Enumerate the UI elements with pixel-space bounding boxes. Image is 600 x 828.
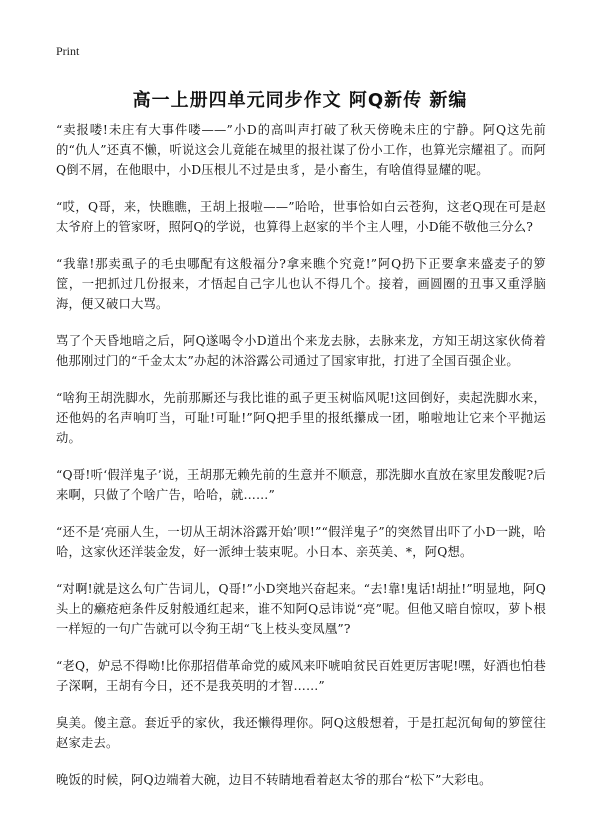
paragraph: 骂了个天昏地暗之后，阿Q遂喝令小D道出个来龙去脉，去脉来龙，方知王胡这家伙倚着他那刚过门的“千金太太”办起的沐浴露公司通过了国家审批，打进了全国百强企业。: [56, 334, 546, 368]
paragraph: “对啊!就是这么句广告词儿，Q哥!”小D突地兴奋起来。“去!靠!鬼话!胡扯!”明显地，阿Q头上的癞疮疤条件反射般通红起来，谁不知阿Q忌讳说“亮”呢。但他又暗自惊叹，萝卜根一样短的一句广告就可以令狗王胡“飞上枝头变凤凰”?: [56, 582, 546, 636]
paragraph: “卖报喽!未庄有大事件喽——”小D的高叫声打破了秋天傍晚未庄的宁静。阿Q这先前的“仇人”还真不懒，听说这会儿竟能在城里的报社谋了份小工作，也算光宗耀祖了。而阿Q倒不屑，在他眼中，小D压根儿不过是虫豸，是小畜生，有啥值得显耀的呢。: [56, 123, 546, 177]
page-title: 高一上册四单元同步作文 阿Q新传 新编: [132, 90, 468, 111]
paragraph: “我靠!那卖虱子的毛虫哪配有这般福分?拿来瞧个究竟!”阿Q扔下正要拿来盛麦子的箩筐，一把抓过几份报来，才悟起自己字儿也认不得几个。接着，画圆圈的丑事又重浮脑海，便又破口大骂。: [56, 257, 546, 311]
article-body: [56, 120, 546, 807]
paragraph: “老Q，妒忌不得呦!比你那招借革命党的威风来吓唬咱贫民百姓更厉害呢!嘿，好酒也怕巷子深啊，王胡有今日，还不是我英明的才智……”: [56, 659, 546, 693]
paragraph: “哎，Q哥，来，快瞧瞧，王胡上报啦——”哈哈，世事恰如白云苍狗，这老Q现在可是赵太爷府上的管家呀，照阿Q的学说，也算得上赵家的半个主人哩，小D能不敬他三分么?: [56, 200, 546, 234]
paragraph: 臭美。傻主意。套近乎的家伙，我还懒得理你。阿Q这般想着，于是扛起沉甸甸的箩筐往赵家走去。: [56, 716, 546, 750]
paragraph: “还不是‘亮丽人生，一切从王胡沐浴露开始’呗!”“假洋鬼子”的突然冒出吓了小D一跳，哈哈，这家伙还洋装金发，好一派绅士装束呢。小日本、亲英美、*，阿Q想。: [56, 525, 546, 559]
print-link[interactable]: Print: [56, 44, 80, 58]
paragraph: “啥狗王胡洗脚水，先前那厮还与我比谁的虱子更玉树临风呢!这回倒好，卖起洗脚水来，还他妈的名声响叮当，可耻!可耻!”阿Q把手里的报纸攥成一团，啪啦地让它来个平抛运动。: [56, 391, 546, 445]
paragraph: “Q哥!听‘假洋鬼子’说，王胡那无赖先前的生意并不顺意，那洗脚水直放在家里发酸呢?后来啊，只做了个啥广告，哈哈，就……”: [56, 468, 546, 502]
paragraph: 晚饭的时候，阿Q边端着大碗，边目不转睛地看着赵太爷的那台“松下”大彩电。: [56, 773, 492, 787]
